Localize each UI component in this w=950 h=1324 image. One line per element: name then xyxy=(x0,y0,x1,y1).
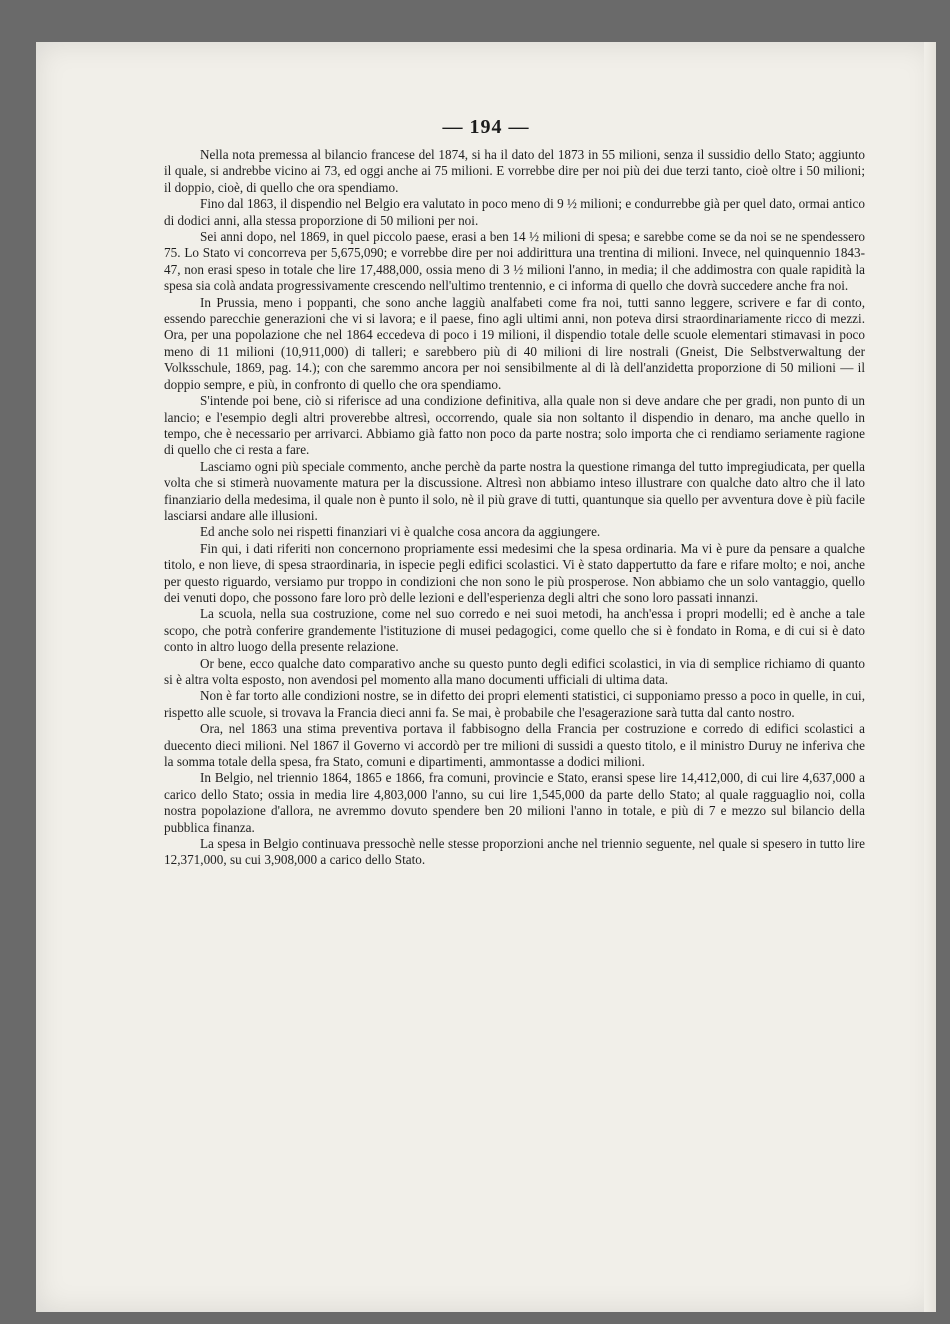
paragraph: Or bene, ecco qualche dato comparativo anche su questo punto degli edifici scolastici, in via di semplice richiamo di quanto si è altra volta esposto, non avendosi pel momento alla mano documenti ufficiali di ultima data. xyxy=(164,655,865,687)
paragraph: Non è far torto alle condizioni nostre, se in difetto dei propri elementi statistici, ci supponiamo presso a poco in quelle, in cui, rispetto alle scuole, si trovava la Francia dieci anni fa. Se mai, è probabile che l'esagerazione sarà tutta dal canto nostro. xyxy=(164,688,865,720)
paragraph: S'intende poi bene, ciò si riferisce ad una condizione definitiva, alla quale non si deve andare che per gradi, non punto di un lancio; e l'esempio degli altri proverebbe altresì, occorrendo, quale sia non soltanto il dispendio in denaro, ma anche quello in tempo, che è necessario per arrivarci. Abbiamo già fatto non poco da parte nostra; solo importa che ci rendiamo seriamente ragione di quello che ci resta a fare. xyxy=(164,393,865,458)
body-text xyxy=(164,147,865,869)
paragraph: In Prussia, meno i poppanti, che sono anche laggiù analfabeti come fra noi, tutti sanno leggere, scrivere e far di conto, essendo parecchie generazioni che vi si lavora; e il paese, fino agli ultimi anni, non poteva dirsi straordinariamente ricco di mezzi. Ora, per una popolazione che nel 1864 eccedeva di poco i 19 milioni, il dispendio totale delle scuole elementari stimavasi in poco meno di 11 milioni (10,911,000) di talleri; e sarebbero più di 40 milioni di lire nostrali (Gneist, Die Selbstverwaltung der Volksschule, 1869, pag. 14.); con che saremmo ancora per noi sensibilmente al di là dell'anzidetta proporzione di 50 milioni — il doppio sempre, e più, in confronto di quello che ora spendiamo. xyxy=(164,294,865,392)
paragraph: La scuola, nella sua costruzione, come nel suo corredo e nei suoi metodi, ha anch'essa i propri modelli; ed è anche a tale scopo, che potrà conferire grandemente l'istituzione di musei pedagogici, come quello che si è fondato in Roma, e di cui si è dato conto in altro luogo della presente relazione. xyxy=(164,606,865,655)
paragraph: Lasciamo ogni più speciale commento, anche perchè da parte nostra la questione rimanga del tutto impregiudicata, per quella volta che si stimerà nuovamente matura per la discussione. Altresì non abbiamo inteso illustrare con qualche dato altro che il lato finanziario della medesima, il quale non è punto il solo, nè il più grave di tutti, quantunque sia quello per avventura dove è più facile lasciarsi andare alle illusioni. xyxy=(164,458,865,523)
paragraph: Fin qui, i dati riferiti non concernono propriamente essi medesimi che la spesa ordinaria. Ma vi è pure da pensare a qualche titolo, e non lieve, di spesa straordinaria, in ispecie pegli edifici scolastici. Vi è stato dappertutto da fare e rifare molto; e noi, anche per questo riguardo, versiamo pur troppo in condizioni che non sono le più prosperose. Non abbiamo che un solo vantaggio, quello dei venuti dopo, che possono fare loro prò delle lezioni e dell'esperienza degli altri che sono loro passati innanzi. xyxy=(164,540,865,605)
paragraph: Fino dal 1863, il dispendio nel Belgio era valutato in poco meno di 9 ½ milioni; e condurrebbe già per quel dato, ormai antico di dodici anni, alla stessa proporzione di 50 milioni per noi. xyxy=(164,196,865,228)
page-edge xyxy=(924,42,936,1312)
paragraph: Nella nota premessa al bilancio francese del 1874, si ha il dato del 1873 in 55 milioni, senza il sussidio dello Stato; aggiunto il quale, si andrebbe vicino ai 73, ed oggi anche ai 75 milioni. E vorrebbe dire per noi più dei due terzi tanto, cioè oltre i 50 milioni; il doppio, cioè, di quello che ora spendiamo. xyxy=(164,147,865,195)
paragraph: Sei anni dopo, nel 1869, in quel piccolo paese, erasi a ben 14 ½ milioni di spesa; e sarebbe come se da noi se ne spendessero 75. Lo Stato vi concorreva per 5,675,090; e vorrebbe dire per noi addirittura una trentina di milioni. Invece, nel quinquennio 1843-47, non erasi speso in totale che lire 17,488,000, ossia meno di 3 ½ milioni l'anno, in media; il che addimostra con quale rapidità la spesa sia colà andata progressivamente crescendo nell'ultimo trentennio, e ci informa di quello che dovrà succedere anche fra noi. xyxy=(164,229,865,294)
paragraph: Ed anche solo nei rispetti finanziari vi è qualche cosa ancora da aggiungere. xyxy=(200,524,601,540)
paragraph: In Belgio, nel triennio 1864, 1865 e 1866, fra comuni, provincie e Stato, eransi spese lire 14,412,000, di cui lire 4,637,000 a carico dello Stato; ossia in media lire 4,803,000 l'anno, su cui lire 1,545,000 da parte dello Stato; al quale ragguaglio noi, colla nostra popolazione d'allora, ne avremmo dovuto spendere ben 20 milioni l'anno in totale, e più di 7 e mezzo sul bilancio della pubblica finanza. xyxy=(164,770,865,835)
page-number: — 194 — xyxy=(442,116,530,138)
paragraph: La spesa in Belgio continuava pressochè nelle stesse proporzioni anche nel triennio seguente, nel quale si spesero in tutto lire 12,371,000, su cui 3,908,000 a carico dello Stato. xyxy=(164,836,865,868)
book-page xyxy=(36,42,936,1312)
paragraph: Ora, nel 1863 una stima preventiva portava il fabbisogno della Francia per costruzione e corredo di edifici scolastici a duecento dieci milioni. Nel 1867 il Governo vi accordò per tre milioni di sussidi a questo titolo, e il ministro Duruy ne inferiva che la somma totale della spesa, fra Stato, comuni e dipartimenti, ammontasse a dodici milioni. xyxy=(164,721,865,770)
